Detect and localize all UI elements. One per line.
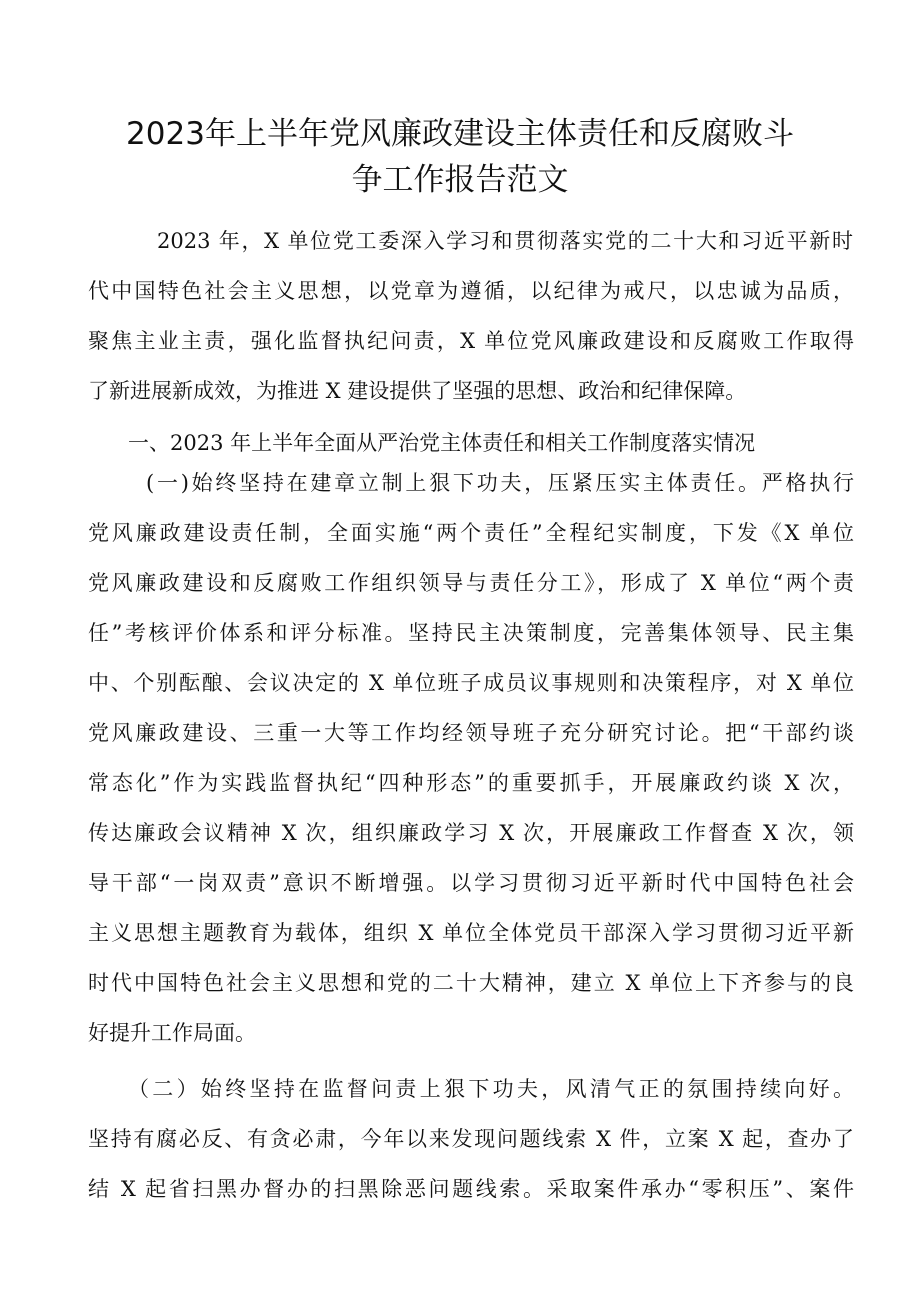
paragraph-2-line-1: (一)始终坚持在建章立制上狠下功夫，压紧压实主体责任。严格执行: [146, 471, 854, 495]
paragraph-2-line-6: 党风廉政建设、三重一大等工作均经领导班子充分研究讨论。把“干部约谈: [88, 721, 854, 745]
paragraph-2-line-5: 中、个别酝酿、会议决定的 X 单位班子成员议事规则和决策程序，对 X 单位: [88, 671, 854, 695]
paragraph-1-line-1: 2023 年，X 单位党工委深入学习和贯彻落实党的二十大和习近平新时: [157, 229, 853, 253]
paragraph-2-line-9: 导干部“一岗双责”意识不断增强。以学习贯彻习近平新时代中国特色社会: [88, 871, 854, 895]
paragraph-2-line-10: 主义思想主题教育为载体，组织 X 单位全体党员干部深入学习贯彻习近平新: [88, 921, 854, 945]
paragraph-2-line-8: 传达廉政会议精神 X 次，组织廉政学习 X 次，开展廉政工作督查 X 次，领: [88, 821, 854, 845]
paragraph-1-line-4: 了新进展新成效，为推进 X 建设提供了坚强的思想、政治和纪律保障。: [88, 379, 747, 403]
paragraph-2-line-4: 任”考核评价体系和评分标准。坚持民主决策制度，完善集体领导、民主集: [88, 621, 854, 645]
paragraph-2-line-11: 时代中国特色社会主义思想和党的二十大精神，建立 X 单位上下齐参与的良: [88, 971, 854, 995]
paragraph-2-line-7: 常态化”作为实践监督执纪“四种形态”的重要抓手，开展廉政约谈 X 次，: [88, 771, 854, 795]
paragraph-2-line-12: 好提升工作局面。: [88, 1021, 256, 1045]
paragraph-2-line-2: 党风廉政建设责任制，全面实施“两个责任”全程纪实制度，下发《X 单位: [88, 521, 854, 545]
paragraph-2-line-3: 党风廉政建设和反腐败工作组织领导与责任分工》，形成了 X 单位“两个责: [88, 571, 854, 595]
paragraph-3-line-2: 坚持有腐必反、有贪必肃，今年以来发现问题线索 X 件，立案 X 起，查办了: [88, 1127, 854, 1151]
document-title-line-2: 争工作报告范文: [351, 162, 569, 198]
paragraph-3-line-3: 结 X 起省扫黑办督办的扫黑除恶问题线索。采取案件承办“零积压”、案件: [88, 1177, 854, 1201]
paragraph-1-line-2: 代中国特色社会主义思想，以党章为遵循，以纪律为戒尺，以忠诚为品质，: [88, 279, 854, 303]
paragraph-3-line-1: （二）始终坚持在监督问责上狠下功夫，风清气正的氛围持续向好。: [128, 1077, 854, 1101]
paragraph-1-line-3: 聚焦主业主责，强化监督执纪问责，X 单位党风廉政建设和反腐败工作取得: [88, 329, 854, 353]
document-title-line-1: 2023年上半年党风廉政建设主体责任和反腐败斗: [126, 116, 794, 152]
section-heading-1: 一、2023 年上半年全面从严治党主体责任和相关工作制度落实情况: [128, 431, 756, 455]
